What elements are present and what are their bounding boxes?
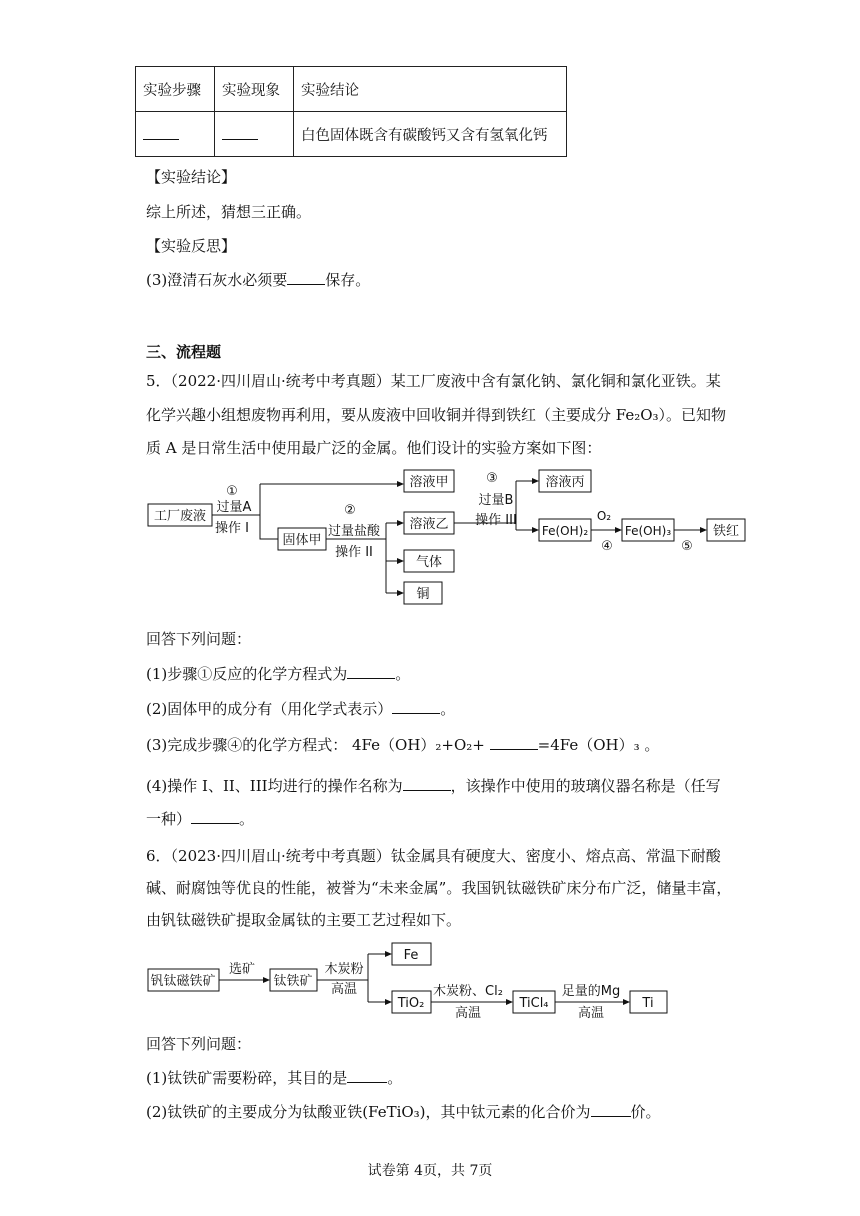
- q3-tail: 保存。: [325, 271, 371, 289]
- label-solution-b: 溶液乙: [409, 517, 449, 532]
- r2-text: (2)钛铁矿的主要成分为钛酸亚铁(FeTiO₃)，其中钛元素的化合价为: [146, 1103, 591, 1121]
- label-solid: 固体甲: [282, 533, 322, 548]
- label-feoh2: Fe(OH)₂: [541, 524, 589, 538]
- answer-blank[interactable]: [191, 809, 239, 824]
- part2-text: (2)固体甲的成分有（用化学式表示）: [146, 700, 393, 718]
- section-title: 三、流程题: [146, 343, 222, 361]
- q6-part1: [146, 1067, 402, 1088]
- label-solution-c: 溶液丙: [545, 475, 585, 490]
- label-step4-num: ④: [601, 539, 613, 554]
- answer-intro-6: 回答下列问题：: [146, 1035, 252, 1053]
- label-step2-reagent: 过量盐酸: [327, 524, 381, 539]
- label-feoh3: Fe(OH)₃: [624, 524, 672, 538]
- q5-part4: [146, 775, 721, 796]
- label-copper: 铜: [416, 587, 430, 602]
- label-tio2: TiO₂: [397, 996, 425, 1011]
- flow-diagram-copper: [140, 468, 760, 610]
- label-step3-num: ③: [486, 471, 498, 486]
- question-3: [146, 269, 370, 290]
- label-reagent2: 木炭粉、Cl₂: [433, 984, 503, 999]
- label-hightemp: 高温: [330, 982, 358, 997]
- label-step5-num: ⑤: [681, 539, 693, 554]
- answer-blank[interactable]: [392, 699, 440, 714]
- blank-step[interactable]: [136, 112, 215, 157]
- label-step3-reagent: 过量B: [478, 493, 514, 508]
- label-ilmenite: 钛铁矿: [273, 974, 313, 989]
- part4-text2: ，该操作中使用的玻璃仪器名称是（任写: [450, 777, 721, 795]
- header-phenomenon: 实验现象: [215, 67, 294, 112]
- heading-conclusion: 【实验结论】: [146, 168, 237, 186]
- flow-diagram-titanium: [140, 938, 680, 1022]
- q6-line3: 由钒钛磁铁矿提取金属钛的主要工艺过程如下。: [146, 911, 462, 929]
- label-charcoal: 木炭粉: [324, 962, 364, 977]
- label-hightemp2: 高温: [454, 1006, 482, 1021]
- header-conclusion: 实验结论: [294, 67, 567, 112]
- label-gas: 气体: [415, 555, 443, 570]
- label-ti: Ti: [642, 996, 654, 1011]
- label-step1-op: 操作 I: [215, 521, 249, 536]
- label-step2-num: ②: [344, 503, 356, 518]
- answer-blank[interactable]: [347, 664, 395, 679]
- label-o2: O₂: [596, 509, 612, 523]
- q5-part4-cont: [146, 808, 254, 829]
- q6-line2: 碱、耐腐蚀等优良的性能，被誉为“未来金属”。我国钒钛磁铁矿床分布广泛，储量丰富，: [146, 879, 732, 897]
- answer-intro-5: 回答下列问题：: [146, 630, 252, 648]
- part4-text: (4)操作 I、II、III均进行的操作名称为: [146, 777, 403, 795]
- part3-tail: =4Fe（OH）₃ 。: [537, 736, 660, 754]
- label-rust: 铁红: [712, 524, 740, 539]
- heading-reflection: 【实验反思】: [146, 237, 237, 255]
- header-step: 实验步骤: [136, 67, 215, 112]
- r1-tail: 。: [387, 1069, 403, 1087]
- part4-tail: 。: [239, 810, 255, 828]
- q5-line3: 质 A 是日常生活中使用最广泛的金属。他们设计的实验方案如下图：: [146, 439, 602, 457]
- answer-blank[interactable]: [591, 1102, 631, 1117]
- label-ticl4: TiCl₄: [519, 996, 549, 1011]
- cell-conclusion: 白色固体既含有碳酸钙又含有氢氧化钙: [294, 112, 567, 157]
- r1-text: (1)钛铁矿需要粉碎，其目的是: [146, 1069, 348, 1087]
- q5-line1: 5．（2022·四川眉山·统考中考真题）某工厂废液中含有氯化钠、氯化铜和氯化亚铁。某: [146, 372, 721, 390]
- label-step3-op: 操作 III: [475, 513, 517, 528]
- r2-tail: 价。: [630, 1103, 661, 1121]
- answer-blank[interactable]: [490, 735, 538, 750]
- part1-tail: 。: [395, 665, 411, 683]
- q6-line1: 6．（2023·四川眉山·统考中考真题）钛金属具有硬度大、密度小、熔点高、常温下耐酸: [146, 847, 721, 865]
- page-footer: 试卷第 4页，共 7页: [367, 1163, 493, 1179]
- label-select: 选矿: [228, 962, 256, 977]
- table-header-row: [136, 67, 567, 112]
- answer-blank[interactable]: [287, 270, 325, 285]
- blank-phenomenon[interactable]: [215, 112, 294, 157]
- label-solution-a: 溶液甲: [409, 475, 449, 490]
- label-reagent3: 足量的Mg: [561, 984, 621, 999]
- q5-part1: [146, 663, 410, 684]
- q5-part2: [146, 698, 455, 719]
- part2-tail: 。: [440, 700, 456, 718]
- label-step1-reagent: 过量A: [216, 500, 252, 515]
- conclusion-text: 综上所述，猜想三正确。: [146, 203, 312, 221]
- label-hightemp3: 高温: [577, 1006, 605, 1021]
- label-step1-num: ①: [226, 484, 238, 499]
- label-waste: 工厂废液: [153, 509, 207, 524]
- label-fe: Fe: [403, 948, 419, 963]
- label-ore: 钒钛磁铁矿: [150, 974, 216, 989]
- q3-text: (3)澄清石灰水必须要: [146, 271, 288, 289]
- table-row: [136, 112, 567, 157]
- answer-blank[interactable]: [403, 776, 451, 791]
- q6-part2: [146, 1101, 661, 1122]
- answer-blank[interactable]: [347, 1068, 387, 1083]
- part4-text3: 一种）: [146, 810, 192, 828]
- q5-line2: 化学兴趣小组想废物再利用，要从废液中回收铜并得到铁红（主要成分 Fe₂O₃）。已知物: [146, 406, 727, 424]
- part1-text: (1)步骤①反应的化学方程式为: [146, 665, 348, 683]
- q5-part3: [146, 734, 659, 755]
- part3-text: (3)完成步骤④的化学方程式： 4Fe（OH）₂+O₂+: [146, 736, 485, 754]
- experiment-table: [135, 66, 567, 157]
- label-step2-op: 操作 II: [335, 545, 373, 560]
